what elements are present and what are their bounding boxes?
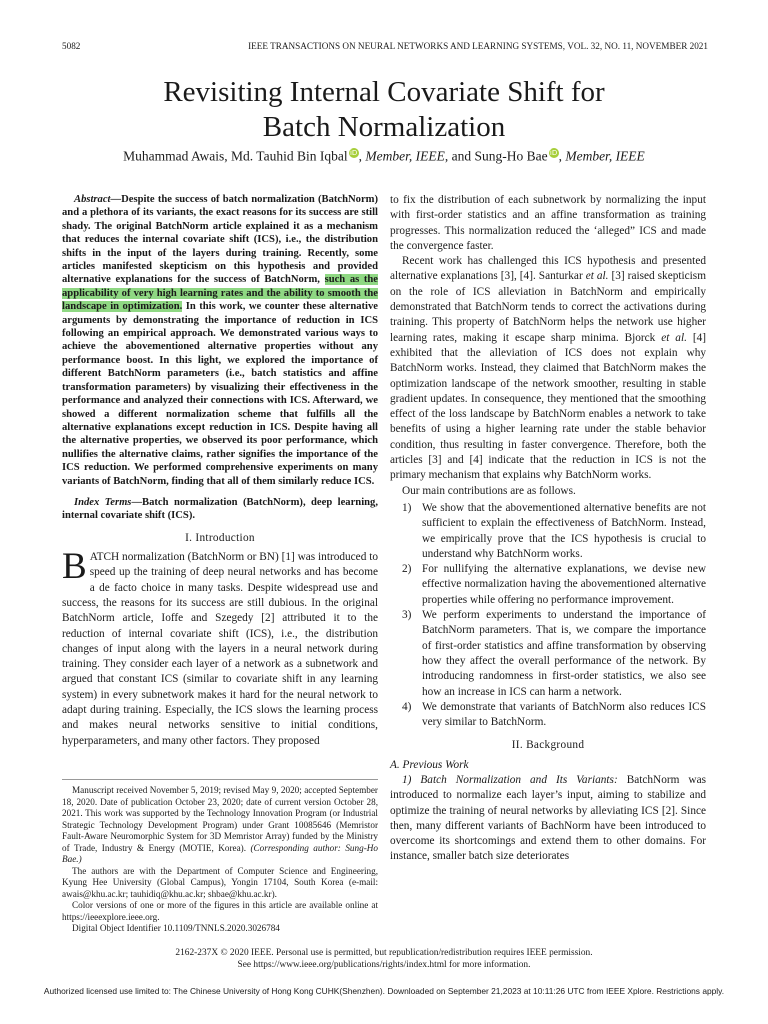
page-number: 5082 [62, 41, 81, 51]
footnote-divider [62, 779, 378, 780]
intro-text: ATCH normalization (BatchNorm or BN) [1] was introduced to speed up the training of deep neural networks and has become a de facto choice in many tasks. Despite widespread use and success, the reasons for its success are still dubious. In the original BatchNorm article, Ioffe and Szegedy [2] attributed it to the reduction of internal covariate shift (ICS), i.e., the distribution changes of input along with the layers in a neural network during training. They consider each layer of a network as a subnetwork and argued that constant ICS (similar to covariate shift in any learning system) in every subnetwork makes it hard for the neural network to adapt during training. Especially, the ICS slows the learning process and makes neural networks sensitive to initial conditions, hyperparameters, and many other factors. They proposed [62, 551, 378, 747]
orcid-icon[interactable]: iD [349, 149, 358, 157]
list-item [390, 562, 706, 608]
intro-paragraph [62, 546, 378, 749]
abstract-text-post: In this work, we counter these alternative arguments by demonstrating the importance of reduction in ICS following an empirical approach. We demonstrated various ways to achieve the abovementioned alternative properties without any performance boost. In this light, we explored the importance of different BatchNorm parameters (i.e., batch statistics and affine transformation parameters) by visualizing their effectiveness in the performance and analyzed their connections with ICS. Afterward, we showed a different normalization scheme that fulfills all the alternative explanations except reduction in ICS. Despite having all the alternative properties, we observed its poor performance, which nullifies the alternative claims, rather signifies the importance of the ICS reduction. We performed comprehensive experiments on many variants of BatchNorm, finding that all of them similarly reduce ICS. [62, 301, 378, 487]
corresponding-author: (Corresponding author: Sung-Ho Bae.) [62, 842, 378, 864]
footnote-manuscript [62, 785, 378, 866]
section-heading-intro: I. Introduction [185, 531, 255, 544]
text: Recent work has challenged this ICS hypothesis and presented alternative explanations [3], [4]. Santurkar [390, 255, 706, 283]
intro-continued: to fix the distribution of each subnetwork by normalizing the input with first-order statistics and an affine transformation as training progresses. This normalization reduced the ‘alleged” ICS and made the convergence faster. [390, 194, 706, 252]
paragraph-text: BatchNorm was introduced to normalize each layer’s input, aiming to stabilize and optimize the training of neural networks by alleviating ICS [2]. Since then, many different variants of BachNorm have been introduced to overcome its shortcomings and extend them to other domains. For instance, smaller batch size deteriorates [390, 773, 706, 863]
list-text: We demonstrate that variants of BatchNorm also reduces ICS very similar to BatchNorm. [422, 700, 706, 729]
index-terms-text: —Batch normalization (BatchNorm), deep learning, internal covariate shift (ICS). [62, 496, 378, 522]
etal: et al. [661, 331, 687, 344]
list-item [390, 608, 706, 700]
index-terms-label: Index Terms [74, 496, 132, 508]
list-number: 4) [402, 700, 412, 713]
drop-cap: B [62, 546, 87, 588]
footnote-text: Manuscript received November 5, 2019; revised May 9, 2020; accepted September 18, 2020. Date of publication October 23, 2020; date of current version October 28, 2021. This work was supported by the Technology Innovation Program (or Industrial Strategic Technology Development Program) under Grant 10085646 (Memristor Fault-Aware Neuromorphic System for 3D Memristor Array) funded by the Ministry of Trade, Industry & Energy (MOTIE, Korea). [62, 785, 378, 853]
list-number: 2) [402, 563, 412, 576]
background-paragraph [390, 773, 706, 865]
contributions-list [390, 501, 706, 730]
abstract-text-pre: —Despite the success of batch normalization (BatchNorm) and a plethora of its variants, the exact reasons for its success are still shady. The original BatchNorm article explained it as a mechanism that reduces the internal covariate shift (ICS), i.e., the distribution shifts in the input of the layers during training. Recently, some articles manifested skepticism on this hypothesis and provided alternative explanations for the success of BatchNorm, [62, 194, 378, 286]
footnotes [62, 785, 378, 935]
abstract [62, 193, 378, 488]
license-footer: Authorized licensed use limited to: The Chinese University of Hong Kong CUHK(Shenzhen). Downloaded on September 21,2023 at 10:11:26 UTC from IEEE Xplore. Restrictions apply. [43, 986, 725, 996]
abstract-label: Abstract [74, 194, 111, 205]
text: [3] raised skepticism on the role of ICS alleviation in BatchNorm and empirically demonstrated that BatchNorm tends to correct the activations during training. This property of BatchNorm helps the network use higher learning rates, making it escape sharp minima. Bjorck [390, 270, 706, 344]
footnote-color: Color versions of one or more of the figures in this article are available online at https://ieeexplore.ieee.org. [62, 900, 378, 922]
copyright-line: See https://www.ieee.org/publications/rights/index.html for more information. [237, 959, 531, 970]
orcid-icon[interactable]: iD [549, 149, 558, 157]
paper-title [0, 75, 768, 145]
footnote-doi: Digital Object Identifier 10.1109/TNNLS.2020.3026784 [72, 923, 280, 933]
contributions-intro: Our main contributions are as follows. [402, 484, 576, 497]
section-heading-background: II. Background [511, 739, 585, 752]
journal-name: IEEE TRANSACTIONS ON NEURAL NETWORKS AND LEARNING SYSTEMS, VOL. 32, NO. 11, NOVEMBER 2021 [248, 41, 708, 51]
copyright-line: 2162-237X © 2020 IEEE. Personal use is permitted, but republication/redistribution requires IEEE permission. [175, 948, 593, 958]
title-line-2: Batch Normalization [262, 111, 506, 143]
title-line-1: Revisiting Internal Covariate Shift for [163, 76, 605, 108]
author-list: Muhammad Awais, Md. Tauhid Bin Iqbal iD, Member, IEEE, and Sung-Ho Bae iD, Member, IEEE [123, 148, 645, 164]
member-ieee-1: Member, IEEE [365, 148, 445, 164]
related-paragraph [390, 254, 706, 483]
list-number: 3) [402, 609, 412, 622]
author-names-1: Muhammad Awais, Md. Tauhid Bin Iqbal [123, 148, 348, 164]
list-item [390, 501, 706, 562]
paragraph-lead: 1) Batch Normalization and Its Variants: [402, 773, 618, 786]
list-number: 1) [402, 501, 412, 514]
index-terms [62, 496, 378, 523]
left-column [62, 193, 378, 749]
abstract-highlight: such as the applicability of very high learning rates and the ability to smooth the landscape in optimization. [62, 274, 378, 313]
member-ieee-2: Member, IEEE [565, 148, 645, 164]
copyright-notice [0, 948, 768, 971]
author-names-2: , and Sung-Ho Bae [444, 148, 548, 164]
right-column [390, 193, 706, 865]
footnote-affiliation: The authors are with the Department of Computer Science and Engineering, Kyung Hee University (Global Campus), Yongin 17104, South Korea (e-mail: awais@khu.ac.kr; tauhidiq@khu.ac.kr; shbae@khu.ac.kr). [62, 865, 378, 899]
subsection-heading: A. Previous Work [390, 758, 469, 771]
etal: et al. [585, 270, 609, 283]
list-text: For nullifying the alternative explanations, we devise new effective normalization having the abovementioned alternative properties while offering no performance improvement. [422, 563, 706, 606]
running-header [62, 41, 708, 51]
list-text: We perform experiments to understand the importance of BatchNorm parameters. That is, we compare the importance of first-order statistics and affine transformation by observing how they affect the overall performance of the network. By introducing randomness in first-order statistics, we also see how an increase in ICS can harm a network. [422, 609, 706, 698]
text: [4] exhibited that the alleviation of ICS does not explain why BatchNorm works. Instead, they claimed that BatchNorm makes the optimization landscape of the network smoother, resulting in stable gradient updates. In consequence, they mentioned that the smoothing effect of the loss landscape by BatchNorm enables a network to take benefits of using a higher learning rate under the stable behavior condition, thus resulting in faster convergence. Therefore, both the articles [3] and [4] indicate that the reduction in ICS is not the primary mechanism that explains why BatchNorm works. [390, 331, 707, 482]
list-text: We show that the abovementioned alternative benefits are not sufficient to explain the effectiveness of BatchNorm. Instead, we empirically prove that the ICS hypothesis is crucial to understand why BatchNorm works. [422, 501, 706, 560]
list-item [390, 700, 706, 731]
